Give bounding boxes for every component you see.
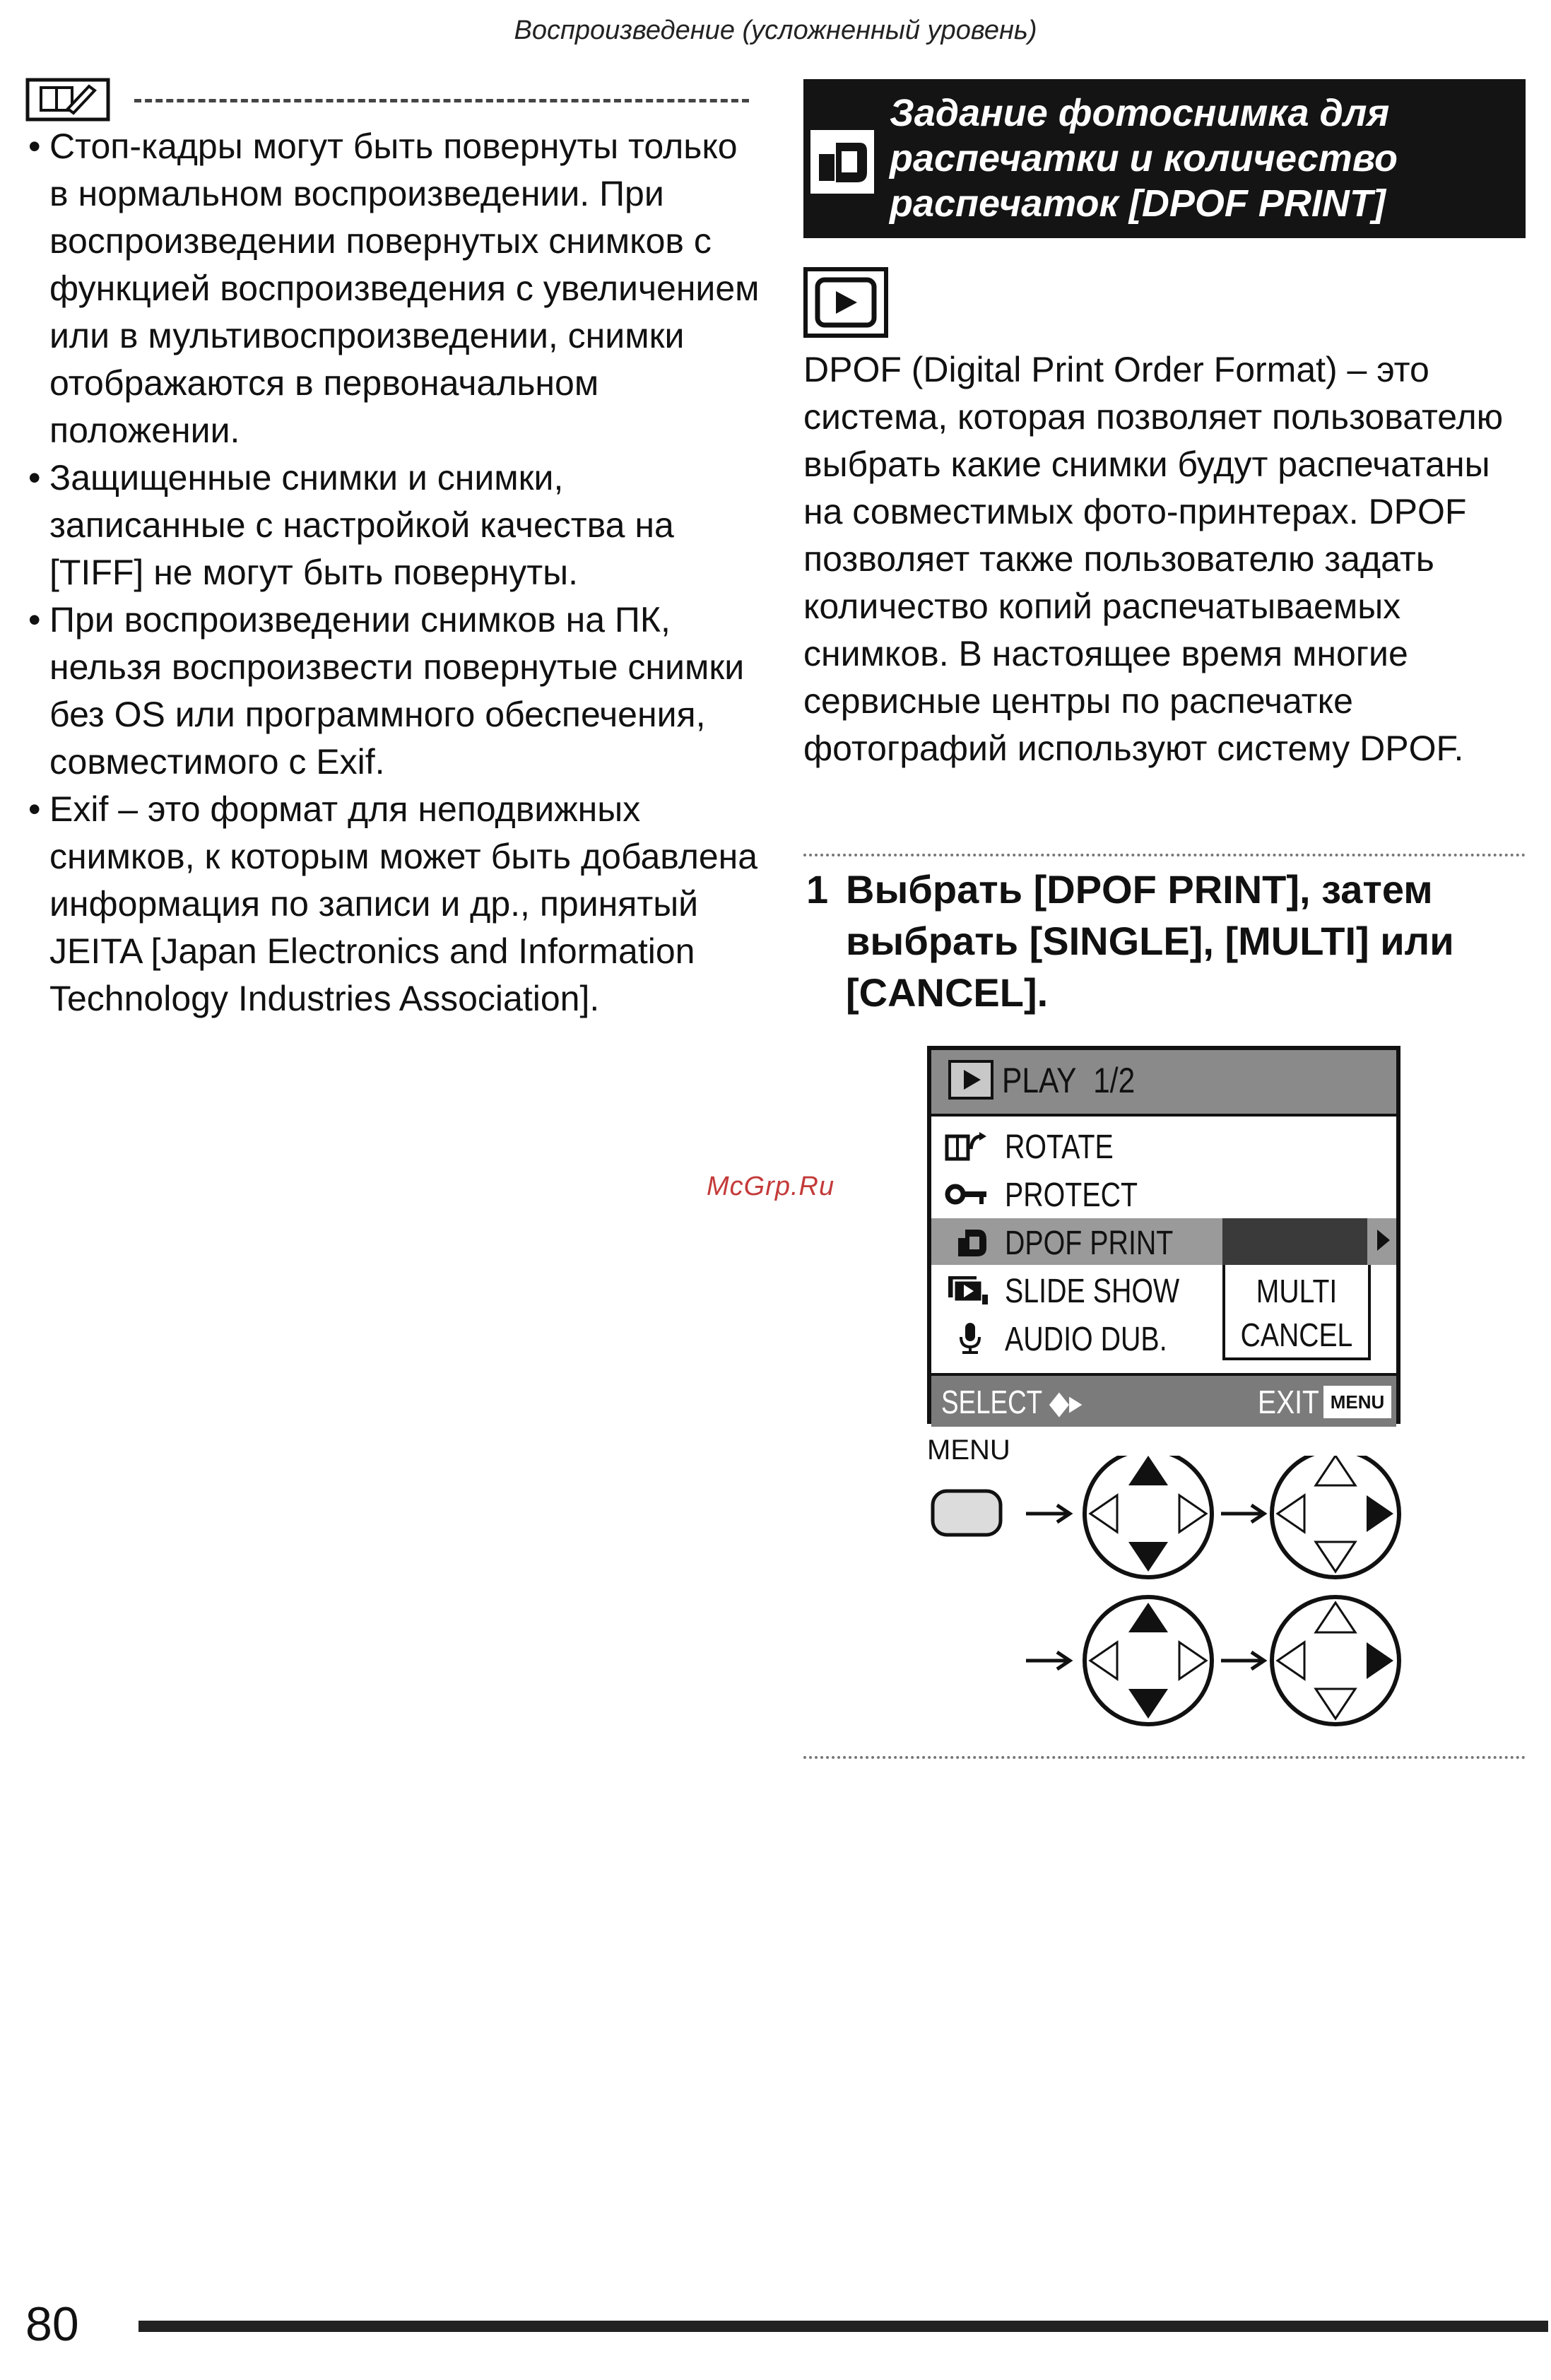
page-number: 80 (25, 2297, 79, 2351)
note-divider (134, 99, 749, 102)
print-icon (810, 130, 874, 194)
lcd-menu-header (931, 1050, 1396, 1117)
slideshow-icon (944, 1273, 989, 1307)
section-title: Задание фотоснимка для распечатки и количество распечаток [DPOF PRINT] (890, 92, 1398, 225)
rotate-icon (944, 1129, 989, 1163)
cursor-up-down-icon (1085, 1456, 1212, 1577)
menu-item-label: AUDIO DUB. (1005, 1321, 1167, 1358)
submenu-selected-option[interactable] (1222, 1218, 1367, 1265)
page-header-title: Воспроизведение (усложненный уровень) (514, 16, 1037, 45)
submenu-option-cancel[interactable]: CANCEL (1240, 1316, 1353, 1353)
note-icon (25, 78, 110, 122)
left-column (37, 123, 765, 1023)
footer-exit-hint: EXIT (1258, 1384, 1319, 1420)
submenu-right-arrow-icon (1376, 1228, 1391, 1252)
note-bullet: • Защищенные снимки и снимки, записанные с настройкой качества на [TIFF] не могут быть повернуты. (37, 454, 765, 596)
menu-item-label: ROTATE (1005, 1129, 1114, 1166)
cursor-up-down-icon (1085, 1597, 1212, 1724)
key-icon (944, 1177, 989, 1211)
footer-menu-badge: MENU (1323, 1386, 1391, 1418)
menu-item-protect[interactable] (931, 1170, 1396, 1217)
note-bullet: • Стоп-кадры могут быть повернуты только в нормальном воспроизведении. При воспроизведении повернутых снимков с функцией воспроизведения с увеличением или в мультивоспроизведении, снимки отображаются в первоначальном положении. (37, 123, 765, 454)
button-sequence-diagram (919, 1456, 1413, 1738)
menu-item-rotate[interactable] (931, 1122, 1396, 1169)
microphone-icon (944, 1321, 989, 1355)
arrow-right-icon (1221, 1652, 1264, 1669)
dpof-description: DPOF (Digital Print Order Format) – это система, которая позволяет пользователю выбрать какие снимки будут распечатаны на совместимых фото-принтерах. DPOF позволяет также пользователю задать количество копий распечатываемых снимков. В настоящее время многие сервисные центры по распечатке фотографий используют систему DPOF. (803, 350, 1504, 768)
menu-button-icon (933, 1491, 1001, 1535)
section-divider (803, 854, 1526, 856)
note-bullet: • Exif – это формат для неподвижных снимков, к которым может быть добавлена информация по записи и др., принятый JEITA [Japan Electronics and Information Technology Industries Association]. (37, 786, 765, 1023)
menu-item-label: SLIDE SHOW (1005, 1273, 1180, 1310)
cursor-right-icon (1272, 1456, 1399, 1577)
footer-bar (138, 2321, 1548, 2332)
cursor-right-icon (1272, 1597, 1399, 1724)
step-instruction: Выбрать [DPOF PRINT], затем выбрать [SINGLE], [MULTI] или [CANCEL]. (846, 867, 1454, 1015)
lcd-menu-title: PLAY 1/2 (1002, 1061, 1136, 1100)
print-icon (944, 1225, 989, 1259)
arrow-right-icon (1026, 1652, 1070, 1669)
watermark: McGrp.Ru (707, 1172, 835, 1201)
menu-item-label: DPOF PRINT (1005, 1225, 1174, 1262)
play-mode-icon (803, 267, 888, 338)
note-bullet: • При воспроизведении снимков на ПК, нельзя воспроизвести повернутые снимки без OS или программного обеспечения, совместимого с Exif. (37, 596, 765, 786)
step-number: 1 (806, 867, 829, 912)
footer-select-hint: SELECT ◆▸ (941, 1384, 1083, 1420)
menu-button-label: MENU (927, 1435, 1010, 1466)
submenu-option-multi[interactable]: MULTI (1256, 1273, 1338, 1309)
arrow-right-icon (1221, 1505, 1264, 1522)
play-icon (948, 1060, 993, 1100)
section-divider (803, 1756, 1526, 1759)
arrow-right-icon (1026, 1505, 1070, 1522)
menu-item-label: PROTECT (1005, 1177, 1138, 1214)
submenu-options (1222, 1265, 1371, 1360)
camera-lcd-menu (927, 1046, 1400, 1424)
lcd-menu-footer (931, 1373, 1396, 1427)
section-title-banner (803, 79, 1526, 238)
